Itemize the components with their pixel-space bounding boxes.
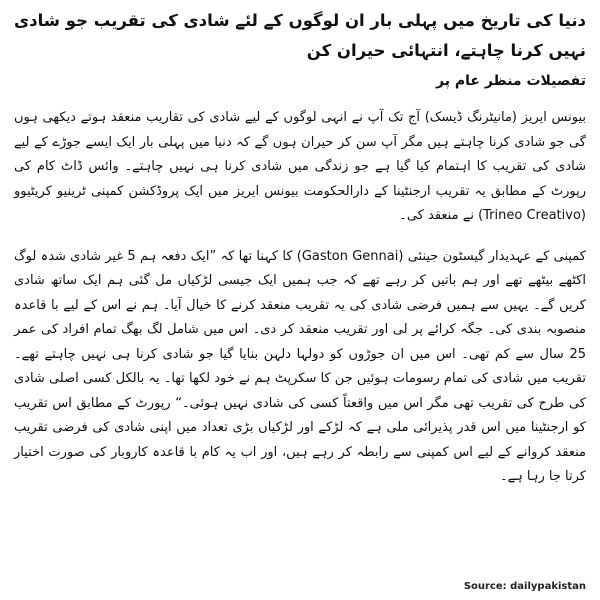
- article-paragraph-1: بیونس ایریز (مانیٹرنگ ڈیسک) آج تک آپ نے انہی لوگوں کے لیے شادی کی تقاریب منعقد ہوتے دیکھی ہوں گی جو شادی کرنا چاہتے ہیں مگر آپ سن کر حیران ہوں گے کہ دنیا میں پہلی بار ایک ایسے جوڑے کے لیے شادی کی تقریب کا اہتمام کیا گیا ہے جو زندگی میں شادی کرنا ہی نہیں چاہتے۔ وائس ڈاٹ کام کی رپورٹ کے مطابق یہ تقریب ارجنٹینا کے دارالحکومت بیونس ایریز میں ایک پروڈکشن کمپنی ٹرینیو کریٹیوو (Trineo Creativo) نے منعقد کی۔: [14, 110, 586, 223]
- article-subheadline: تفصیلات منظر عام پر: [436, 73, 586, 89]
- article-paragraph-2: کمپنی کے عہدیدار گیسٹون جینئی (Gaston Gennai) کا کہنا تھا کہ ”ایک دفعہ ہم 5 غیر شادی شدہ لوگ اکٹھے بیٹھے تھے اور ہم باتیں کر رہے تھے کہ جب ہمیں ایک جیسی لڑکیاں مل گئی ہم ایک ساتھ شادی کریں گے۔ یہیں سے ہمیں فرضی شادی کی یہ تقریب منعقد کرنے کا خیال آیا۔ ہم نے اس کے لیے با قاعدہ منصوبہ بندی کی۔ جگہ کرائے پر لی اور تقریب منعقد کر دی۔ اس میں شامل لگ بھگ تمام افراد کی عمر 25 سال سے کم تھی۔ اس میں ان جوڑوں کو دولہا دلہن بنایا گیا جو شادی کرنا ہی نہیں چاہتے تھے۔ تقریب میں شادی کی تمام رسومات ہوئیں جن کا سکرپٹ ہم نے خود لکھا تھا۔ یہ بالکل کسی اصلی شادی کی طرح کی تقریب تھی مگر اس میں واقعتاً کسی کی شادی نہیں ہوئی۔“ رپورٹ کے مطابق اس تقریب کو ارجنٹینا میں اس قدر پذیرائی ملی ہے کہ لڑکے اور لڑکیاں بڑی تعداد میں اپنی شادی کی فرضی تقریب منعقد کروانے کے لیے اس کمپنی سے رابطہ کر رہے ہیں، اور اب یہ کام با قاعدہ کاروبار کی صورت اختیار کرتا جا رہا ہے۔: [14, 248, 586, 484]
- source-credit: Source: dailypakistan: [463, 581, 586, 592]
- article-headline: دنیا کی تاریخ میں پہلی بار ان لوگوں کے لئے شادی کی تقریب جو شادی نہیں کرنا چاہتے، انتہائی حیران کن: [14, 11, 586, 60]
